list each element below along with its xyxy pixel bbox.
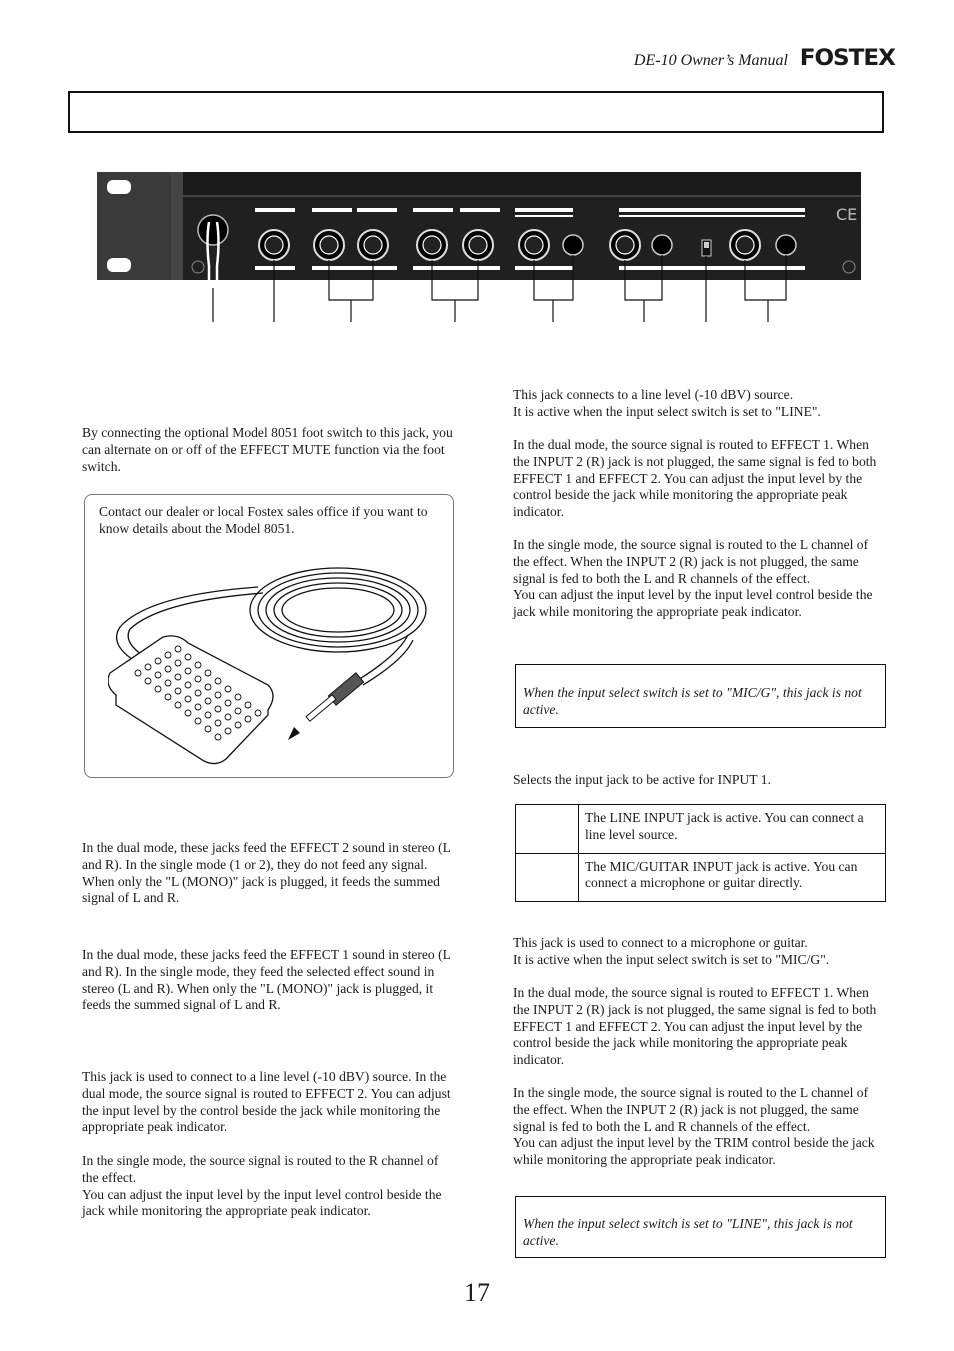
input2-description-2: In the single mode, the source signal is routed to the R channel of the effect. You can adjust the input level by the input level control beside the jack while monitoring the appropriate peak indicator.	[82, 1153, 442, 1219]
mic-input-description-1: This jack is used to connect to a microphone or guitar. It is active when the input select switch is set to "MIC/G".	[513, 935, 830, 967]
foot-switch-jack	[198, 215, 228, 245]
foot-switch-description: By connecting the optional Model 8051 foot switch to this jack, you can alternate on or off of the EFFECT MUTE function via the foot switch.	[82, 425, 453, 474]
mic-input-description-3: In the single mode, the source signal is routed to the L channel of the effect. When the INPUT 2 (R) jack is not plugged, the same signal is fed to both the L and R channels of the effect. You can adjust the input level by the TRIM control beside the jack while monitoring the appropriate peak indicator.	[513, 1085, 875, 1168]
input2-description-1: This jack is used to connect to a line level (-10 dBV) source. In the dual mode, the source signal is routed to EFFECT 2. You can adjust the input level by the control beside the jack while monitoring the appropriate peak indicator.	[82, 1069, 451, 1135]
table-row	[516, 853, 886, 902]
manual-title: DE-10 Owner’s Manual	[633, 52, 788, 69]
mic-input-description-2: In the dual mode, the source signal is routed to EFFECT 1. When the INPUT 2 (R) jack is not plugged, the same signal is fed to both EFFECT 1 and EFFECT 2. You can adjust the input level by the control beside the jack while monitoring the appropriate peak indicator.	[513, 985, 877, 1068]
rear-panel-diagram	[96, 170, 862, 328]
effect1-output-description: In the dual mode, these jacks feed the EFFECT 1 sound in stereo (L and R). In the single mode, they feed the selected effect sound in stereo (L and R). When only the "L (MONO)" jack is plugged, it feeds the summed signal of L and R.	[82, 947, 451, 1013]
foot-switch-illustration	[108, 555, 428, 765]
ce-mark: CE	[836, 205, 858, 224]
table-cell-key	[516, 805, 579, 854]
select-switch-description: Selects the input jack to be active for INPUT 1.	[513, 772, 771, 787]
table-cell-desc: The LINE INPUT jack is active. You can connect a line level source.	[579, 805, 886, 854]
section-title-box	[68, 91, 884, 133]
trim-knob	[776, 235, 796, 255]
model-8051-note: Contact our dealer or local Fostex sales office if you want to know details about the Model 8051.	[99, 504, 428, 536]
line-input-description-2: In the dual mode, the source signal is routed to EFFECT 1. When the INPUT 2 (R) jack is not plugged, the same signal is fed to both EFFECT 1 and EFFECT 2. You can adjust the input level by the control beside the jack while monitoring the appropriate peak indicator.	[513, 437, 877, 520]
page-number: 17	[464, 1278, 490, 1307]
line-input-level-knob	[652, 235, 672, 255]
mic-caution-text: When the input select switch is set to "LINE", this jack is not active.	[523, 1216, 853, 1248]
table-cell-desc: The MIC/GUITAR INPUT jack is active. You can connect a microphone or guitar directly.	[579, 853, 886, 902]
line-input-description-3: In the single mode, the source signal is routed to the L channel of the effect. When the INPUT 2 (R) jack is not plugged, the same signal is fed to both the L and R channels of the effect. You can adjust the input level by the input level control beside the jack while monitoring the appropriate peak indicator.	[513, 537, 873, 620]
table-row	[516, 805, 886, 854]
table-cell-key	[516, 853, 579, 902]
input-select-table	[515, 804, 886, 902]
line-input-description-1: This jack connects to a line level (-10 dBV) source. It is active when the input select switch is set to "LINE".	[513, 387, 821, 419]
line-caution-text: When the input select switch is set to "MIC/G", this jack is not active.	[523, 685, 862, 717]
fostex-logo: FOSTEX	[799, 46, 895, 71]
rack-hole-top	[107, 180, 131, 194]
effect2-output-description: In the dual mode, these jacks feed the EFFECT 2 sound in stereo (L and R). In the single mode (1 or 2), they do not feed any signal. When only the "L (MONO)" jack is plugged, it feeds the summed signal of L and R.	[82, 840, 451, 906]
input2-level-knob	[563, 235, 583, 255]
rack-hole-bottom	[107, 258, 131, 272]
